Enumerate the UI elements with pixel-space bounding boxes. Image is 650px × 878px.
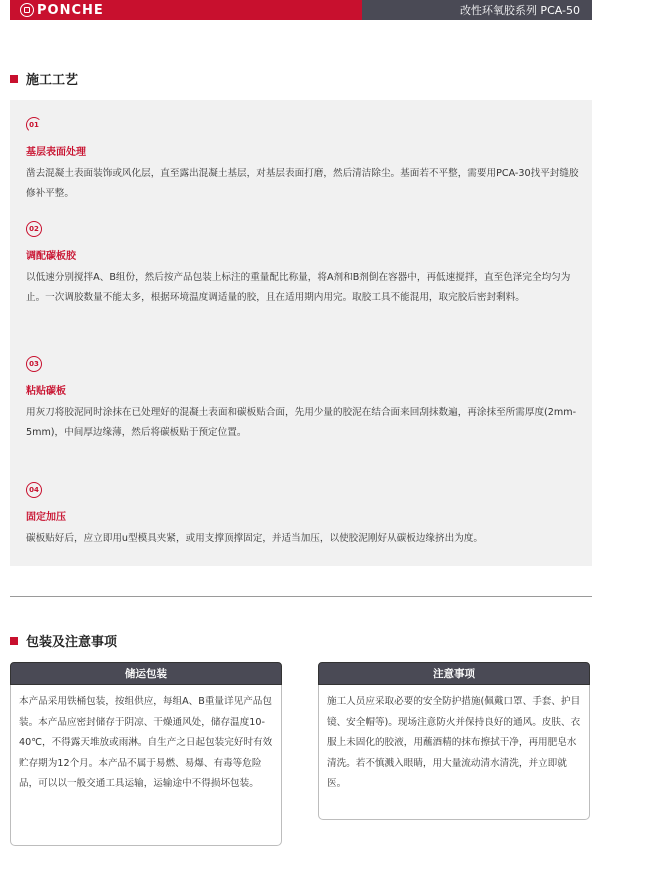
notes-box-title: 注意事项 — [318, 662, 590, 685]
storage-box-text: 本产品采用铁桶包装，按组供应，每组A、B重量详见产品包装。本产品应密封储存于阴凉、干燥通风处，储存温度10-40℃，不得露天堆放或雨淋。自生产之日起包装完好时有效贮存期为12个月。本产品不属于易燃、易爆、有毒等危险品，可以以一般交通工具运输，运输途中不得损坏包装。 — [10, 685, 282, 846]
header-bar — [10, 0, 592, 20]
notes-box — [318, 662, 590, 820]
step-title: 基层表面处理 — [26, 147, 86, 158]
step-description: 以低速分别搅拌A、B组份，然后按产品包装上标注的重量配比称量，将A剂和B剂倒在容器中，再低速搅拌，直至色泽完全均匀为止。一次调胶数量不能太多，根据环境温度调适量的胶，且在适用期内用完。取胶工具不能混用，取完胶后密封剩料。 — [26, 272, 571, 303]
step-number-badge: 02 — [26, 221, 42, 237]
square-bullet-icon — [10, 75, 18, 83]
step-number-badge: 04 — [26, 482, 42, 498]
process-step — [26, 356, 582, 443]
square-bullet-icon — [10, 637, 18, 645]
section-divider — [10, 596, 592, 597]
section-title: 包装及注意事项 — [26, 635, 118, 650]
step-title: 固定加压 — [26, 512, 66, 523]
step-description: 用灰刀将胶泥同时涂抹在已处理好的混凝土表面和碳板贴合面，先用少量的胶泥在结合面来回刮抹数遍，再涂抹至所需厚度(2mm-5mm)，中间厚边缘薄，然后将碳板贴于预定位置。 — [26, 407, 577, 438]
storage-box — [10, 662, 282, 846]
brand-block — [10, 0, 362, 20]
step-number-badge: 01 — [26, 117, 42, 133]
ponche-logo-icon — [20, 3, 34, 17]
process-step — [26, 482, 582, 549]
section-heading-process — [10, 69, 78, 88]
storage-box-title: 储运包装 — [10, 662, 282, 685]
step-description: 凿去混凝土表面装饰或风化层，直至露出混凝土基层，对基层表面打磨，然后清洁除尘。基面若不平整，需要用PCA-30找平封缝胶修补平整。 — [26, 168, 579, 199]
section-heading-packaging — [10, 631, 117, 650]
process-step — [26, 117, 582, 204]
step-title: 调配碳板胶 — [26, 251, 76, 262]
notes-box-text: 施工人员应采取必要的安全防护措施(佩戴口罩、手套、护目镜、安全帽等)。现场注意防火并保持良好的通风。皮肤、衣服上未固化的胶液，用蘸酒精的抹布擦拭干净，再用肥皂水清洗。若不慎溅入眼睛，用大量流动清水清洗，并立即就医。 — [318, 685, 590, 820]
step-number-badge: 03 — [26, 356, 42, 372]
section-title: 施工工艺 — [26, 73, 79, 88]
product-series: 改性环氧胶系列 PCA-50 — [362, 0, 592, 20]
step-description: 碳板贴好后，应立即用u型模具夹紧，或用支撑顶撑固定，并适当加压，以使胶泥刚好从碳板边缘挤出为度。 — [26, 533, 483, 544]
brand-name: PONCHE — [37, 2, 104, 18]
process-step — [26, 221, 582, 308]
process-panel — [10, 100, 592, 566]
step-title: 粘贴碳板 — [26, 386, 66, 397]
